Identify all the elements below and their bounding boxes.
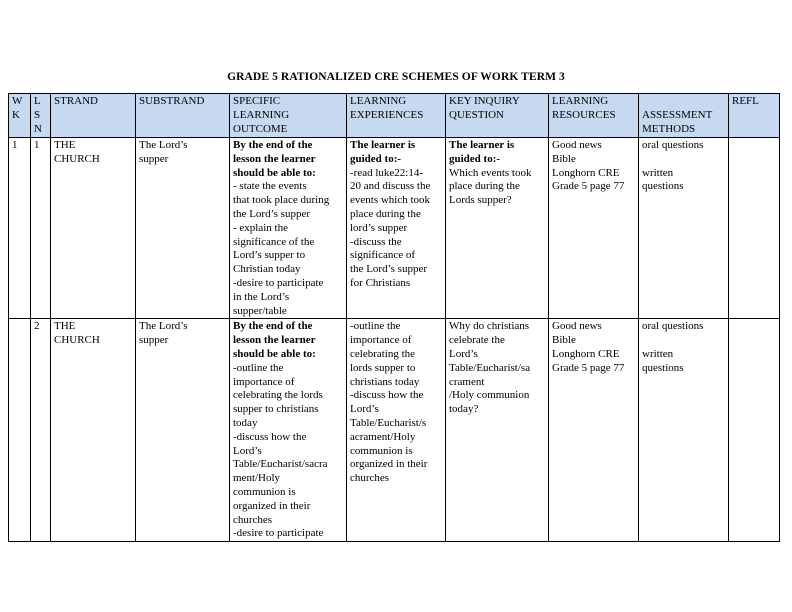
cell-wk (9, 319, 31, 542)
assessment-oral: oral questions (642, 320, 704, 333)
cell-assessment (639, 319, 729, 542)
page-title: GRADE 5 RATIONALIZED CRE SCHEMES OF WORK TERM 3 (227, 71, 565, 83)
assessment-written: written questions (642, 166, 684, 193)
header-row (9, 94, 780, 138)
schemes-of-work-table (8, 93, 780, 542)
header-substrand: SUBSTRAND (136, 94, 230, 138)
question-intro: The learner is guided to:- (449, 139, 515, 165)
cell-refl (729, 138, 780, 319)
cell-lsn: 1 (31, 138, 51, 319)
header-assessment: ASSESSMENT METHODS (639, 94, 729, 138)
cell-substrand: The Lord’s supper (136, 319, 230, 542)
cell-assessment (639, 138, 729, 319)
cell-question (446, 138, 549, 319)
table-row (9, 319, 780, 542)
cell-wk: 1 (9, 138, 31, 319)
question-body: Which events took place during the Lords supper? (449, 166, 532, 207)
header-outcome: SPECIFIC LEARNING OUTCOME (230, 94, 347, 138)
outcome-intro: By the end of the lesson the learner should be able to: (233, 139, 316, 179)
cell-outcome (230, 319, 347, 542)
assessment-oral: oral questions (642, 139, 704, 151)
question-body: Why do christians celebrate the Lord’s Table/Eucharist/sa crament /Holy communion today? (449, 320, 531, 416)
experiences-body: -outline the importance of celebrating the lords supper to christians today -discuss how the Lord’s Table/Eucharist/s acrament/Holy communion is organized in their churches (350, 320, 428, 485)
outcome-body: -outline the importance of celebrating the lords supper to christians today -discuss how the Lord’s Table/Eucharist/sacra ment/Holy communion is organized in their churches -desire to participate (233, 361, 328, 540)
header-refl: REFL (729, 94, 780, 138)
header-question: KEY INQUIRY QUESTION (446, 94, 549, 138)
cell-experiences (347, 319, 446, 542)
outcome-body: - state the events that took place during the Lord’s supper - explain the significance of the Lord’s supper to Christian today -desire to participate in the Lord’s supper/table (233, 180, 330, 317)
cell-strand: THE CHURCH (51, 138, 136, 319)
experiences-intro: The learner is guided to:- (350, 139, 416, 165)
assessment-written: written questions (642, 347, 684, 374)
header-lsn: L S N (31, 94, 51, 138)
cell-question (446, 319, 549, 542)
header-experiences: LEARNING EXPERIENCES (347, 94, 446, 138)
experiences-body: -read luke22:14- 20 and discuss the events which took place during the lord’s supper -discuss the significance of the Lord’s supper for Christians (350, 166, 431, 289)
header-strand: STRAND (51, 94, 136, 138)
cell-lsn: 2 (31, 319, 51, 542)
cell-resources: Good news Bible Longhorn CRE Grade 5 page 77 (549, 138, 639, 319)
cell-substrand: The Lord’s supper (136, 138, 230, 319)
cell-experiences (347, 138, 446, 319)
table-row (9, 138, 780, 319)
cell-refl (729, 319, 780, 542)
header-wk: W K (9, 94, 31, 138)
outcome-intro: By the end of the lesson the learner should be able to: (233, 320, 316, 360)
cell-outcome (230, 138, 347, 319)
cell-resources: Good news Bible Longhorn CRE Grade 5 page 77 (549, 319, 639, 542)
cell-strand: THE CHURCH (51, 319, 136, 542)
header-resources: LEARNING RESOURCES (549, 94, 639, 138)
